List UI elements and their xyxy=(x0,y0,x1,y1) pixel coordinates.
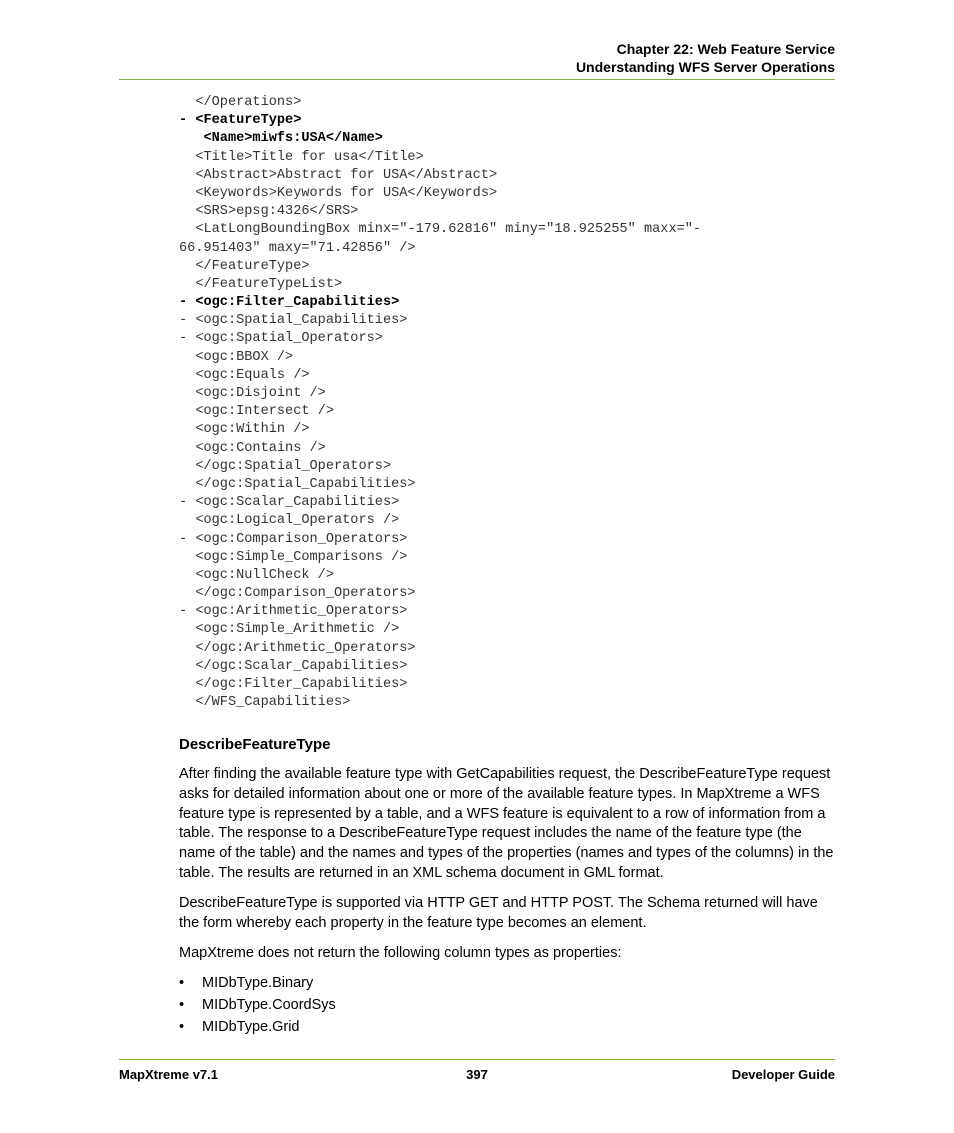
bullet-icon: • xyxy=(179,1019,185,1035)
xml-code-listing xyxy=(179,94,701,712)
paragraph-column-types: MapXtreme does not return the following column types as properties: xyxy=(179,945,622,961)
header-rule xyxy=(119,79,835,80)
code-line: <Keywords>Keywords for USA</Keywords> xyxy=(179,185,498,201)
code-line: <ogc:Within /> xyxy=(179,422,310,438)
bullet-icon: • xyxy=(179,975,185,991)
code-line: </ogc:Arithmetic_Operators> xyxy=(179,640,416,656)
code-line: </Operations> xyxy=(179,95,302,110)
code-line: - <ogc:Scalar_Capabilities> xyxy=(179,495,400,511)
code-line: <ogc:Contains /> xyxy=(179,440,326,456)
code-line: <SRS>epsg:4326</SRS> xyxy=(179,204,359,220)
footer-product: MapXtreme v7.1 xyxy=(119,1067,218,1082)
code-line: <ogc:Equals /> xyxy=(179,367,310,383)
code-line: </ogc:Spatial_Operators> xyxy=(179,458,392,474)
footer-rule xyxy=(119,1059,835,1060)
code-line: </FeatureType> xyxy=(179,258,310,274)
code-line: </WFS_Capabilities> xyxy=(179,695,351,711)
page-number: 397 xyxy=(466,1067,488,1082)
code-line: <ogc:Intersect /> xyxy=(179,404,334,420)
bullet-icon: • xyxy=(179,997,185,1013)
list-item: • MIDbType.CoordSys xyxy=(179,995,336,1017)
chapter-title: Chapter 22: Web Feature Service xyxy=(616,41,835,57)
code-line: <Abstract>Abstract for USA</Abstract> xyxy=(179,167,498,183)
paragraph-intro: After finding the available feature type with GetCapabilities request, the DescribeFeatureType request asks for detailed information about one or more of the available feature types. In MapXtreme a WFS feature type is represented by a table, and a WFS feature is equivalent to a row of information from a table. The response to a DescribeFeatureType request includes the name of the feature type (the name of the table) and the names and types of the properties (names and types of the columns) in the table. The results are returned in an XML schema document in GML format. xyxy=(179,766,834,881)
code-line: <ogc:Logical_Operators /> xyxy=(179,513,400,529)
code-line: <LatLongBoundingBox minx="-179.62816" miny="18.925255" maxx="- xyxy=(179,222,702,238)
code-line: - <FeatureType> xyxy=(179,113,302,129)
section-heading: DescribeFeatureType xyxy=(179,736,331,753)
code-line: </ogc:Comparison_Operators> xyxy=(179,586,416,602)
code-line: - <ogc:Arithmetic_Operators> xyxy=(179,604,408,620)
code-line: <ogc:NullCheck /> xyxy=(179,567,334,583)
code-line: - <ogc:Spatial_Operators> xyxy=(179,331,383,347)
code-line: 66.951403" maxy="71.42856" /> xyxy=(179,240,416,256)
code-line: </ogc:Spatial_Capabilities> xyxy=(179,476,416,492)
code-line: <Name>miwfs:USA</Name> xyxy=(179,131,383,147)
column-type-list xyxy=(179,973,336,1039)
list-item: • MIDbType.Grid xyxy=(179,1017,336,1039)
code-line: <ogc:Simple_Arithmetic /> xyxy=(179,622,400,638)
code-line: <ogc:BBOX /> xyxy=(179,349,294,365)
code-line: </ogc:Scalar_Capabilities> xyxy=(179,658,408,674)
running-header xyxy=(576,40,835,76)
code-line: - <ogc:Spatial_Capabilities> xyxy=(179,313,408,329)
code-line: <ogc:Disjoint /> xyxy=(179,386,326,401)
code-line: </ogc:Filter_Capabilities> xyxy=(179,677,408,692)
code-line: - <ogc:Comparison_Operators> xyxy=(179,531,408,547)
section-title-header: Understanding WFS Server Operations xyxy=(575,59,835,75)
code-line: <Title>Title for usa</Title> xyxy=(179,149,424,165)
paragraph-http: DescribeFeatureType is supported via HTTP GET and HTTP POST. The Schema returned will have the form whereby each property in the feature type becomes an element. xyxy=(179,895,818,931)
code-line: <ogc:Simple_Comparisons /> xyxy=(179,549,408,565)
list-item: • MIDbType.Binary xyxy=(179,973,336,995)
footer-guide: Developer Guide xyxy=(731,1067,835,1082)
code-line: </FeatureTypeList> xyxy=(179,276,343,292)
code-line: - <ogc:Filter_Capabilities> xyxy=(179,295,400,311)
